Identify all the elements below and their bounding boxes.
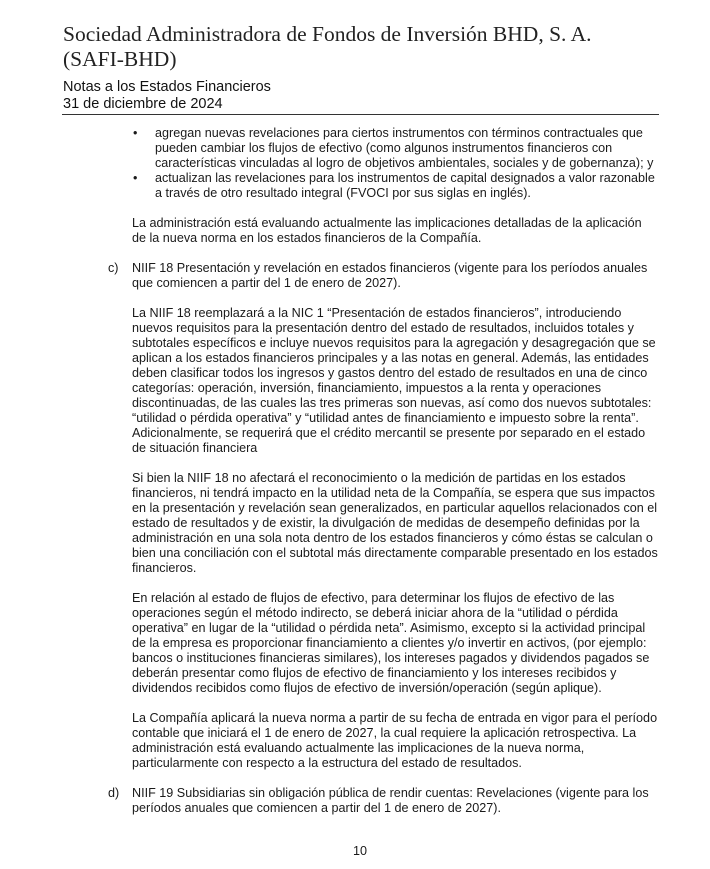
paragraph: En relación al estado de flujos de efectivo, para determinar los flujos de efectivo de las operaciones según el método indirecto, se deberá iniciar ahora de la “utilidad o pérdida operativa” en lugar de la “utilidad o pérdida neta”. Asimismo, excepto si la actividad principal de la empresa es proporcionar financiamiento a clientes y/o invertir en activos, (por ejemplo: bancos o instituciones financieras similares), los intereses pagados y dividendos pagados se deberán presentar como flujos de efectivo de financiamiento y los intereses recibidos y dividendos recibidos como flujos de efectivo de inversión/operación (según aplique). [132, 591, 650, 695]
report-subtitle [63, 79, 663, 113]
list-item-d [108, 786, 658, 816]
notes-title: Notas a los Estados Financieros [63, 79, 271, 95]
company-name [63, 22, 673, 72]
bullet-item [133, 126, 655, 171]
paragraph: Si bien la NIIF 18 no afectará el reconocimiento o la medición de partidas en los estados financieros, ni tendrá impacto en la utilidad neta de la Compañía, se espera que sus impactos en la presentación y revelación sean generalizados, en particular aquellos relacionados con el estado de resultados y de existir, la divulgación de medidas de desempeño definidas por la administración en una sola nota dentro de los estados financieros y cómo éstas se calculan o bien una conciliación con el subtotal más directamente comparable presentado en los estados financieros. [132, 471, 658, 575]
bullet-item [133, 171, 655, 201]
item-title: NIIF 18 Presentación y revelación en estados financieros (vigente para los períodos anuales que comiencen a partir del 1 de enero de 2027). [132, 261, 648, 290]
bullet-list [0, 126, 710, 201]
bullet-icon: • [133, 126, 138, 140]
notes-body [0, 126, 710, 816]
company-name-line1: Sociedad Administradora de Fondos de Inversión BHD, S. A. [63, 22, 592, 46]
paragraph: La NIIF 18 reemplazará a la NIC 1 “Presentación de estados financieros”, introduciendo nuevos requisitos para la presentación dentro del estado de resultados, incluidos totales y subtotales específicos e incluye nuevos requisitos para la agregación y desagregación que se aplican a los estados financieros principales y a las notas en general. Además, las entidades deben clasificar todos los ingresos y gastos dentro del estado de resultados en una de cinco categorías: operación, inversión, financiamiento, impuestos a la renta y operaciones discontinuadas, de las cuales las tres primeras son nuevas, así como dos nuevos subtotales: “utilidad o pérdida operativa” y “utilidad antes de financiamiento e impuesto sobre la renta”. Adicionalmente, se requerirá que el crédito mercantil se presente por separado en el estado de situación financiera [132, 306, 656, 455]
report-date: 31 de diciembre de 2024 [63, 96, 223, 112]
header-divider [62, 114, 659, 115]
item-title: NIIF 19 Subsidiarias sin obligación pública de rendir cuentas: Revelaciones (vigente para los períodos anuales que comiencen a partir del 1 de enero de 2027). [132, 786, 649, 815]
paragraph: La administración está evaluando actualmente las implicaciones detalladas de la aplicación de la nueva norma en los estados financieros de la Compañía. [132, 216, 642, 245]
bullet-icon: • [133, 171, 138, 185]
bullet-text: agregan nuevas revelaciones para ciertos instrumentos con términos contractuales que pueden cambiar los flujos de efectivo (como algunos instrumentos financieros con características vinculadas al logro de objetivos ambientales, sociales y de gobernanza); y [155, 126, 654, 170]
bullet-text: actualizan las revelaciones para los instrumentos de capital designados a valor razonable a través de otro resultado integral (FVOCI por sus siglas en inglés). [155, 171, 655, 200]
list-marker: d) [108, 786, 120, 800]
list-marker: c) [108, 261, 119, 275]
page-number: 10 [352, 844, 367, 858]
list-item-c [108, 261, 658, 771]
company-name-line2: (SAFI-BHD) [63, 47, 177, 71]
paragraph: La Compañía aplicará la nueva norma a partir de su fecha de entrada en vigor para el período contable que iniciará el 1 de enero de 2027, la cual requiere la aplicación retrospectiva. La administración está evaluando actualmente las implicaciones de la nueva norma, particularmente con respecto a la estructura del estado de resultados. [132, 711, 658, 770]
